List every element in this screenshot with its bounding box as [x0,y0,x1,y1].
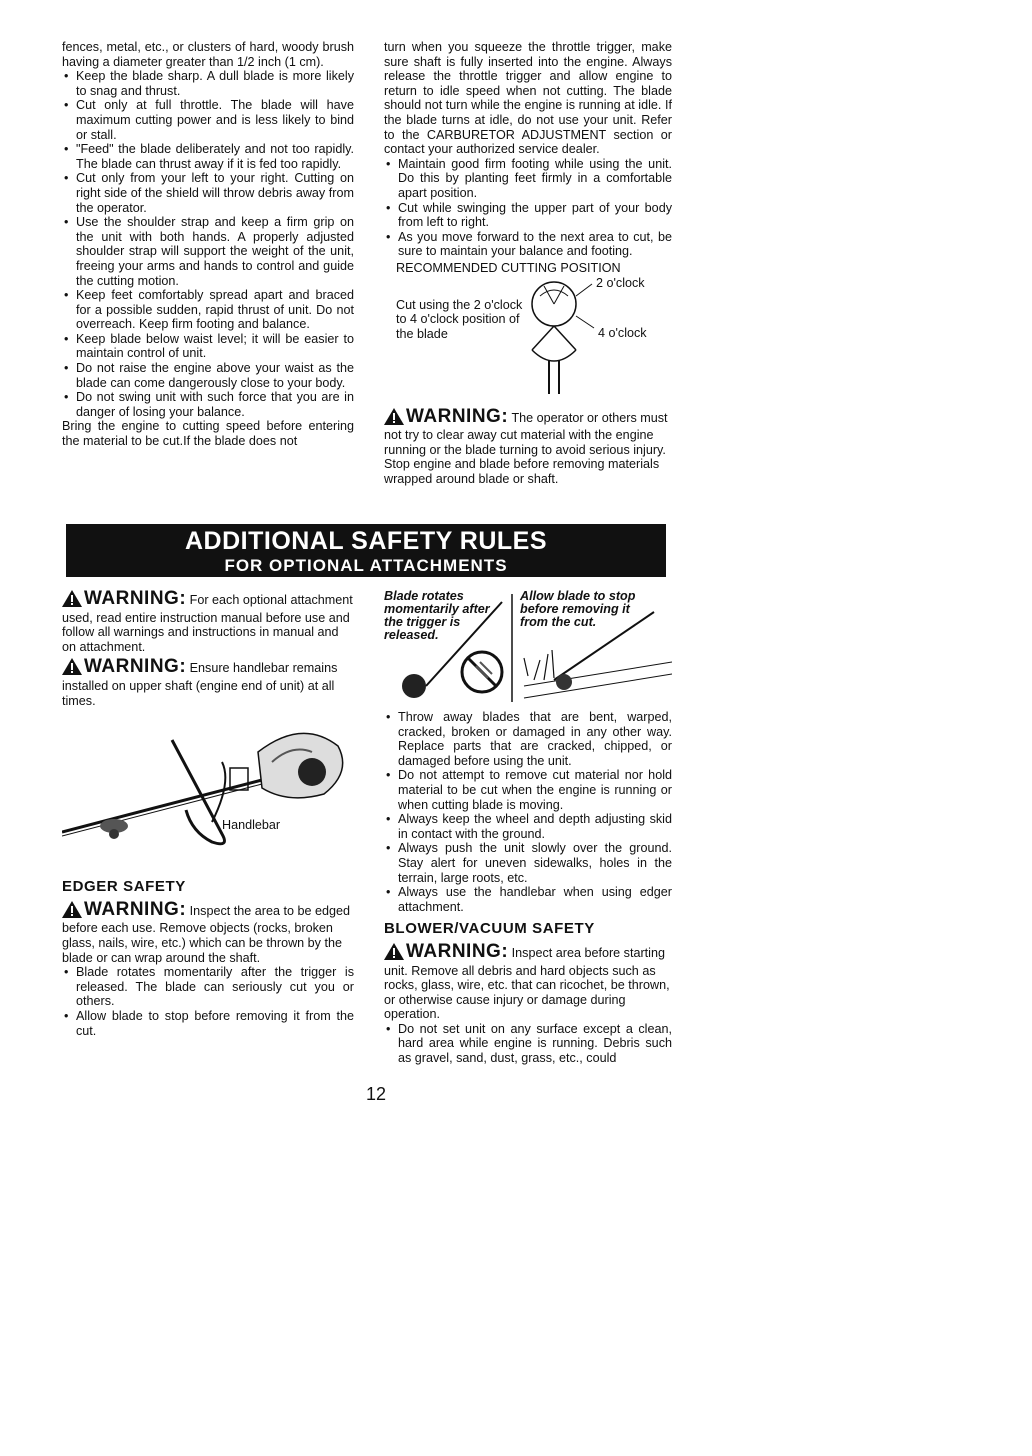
handlebar-figure [62,722,354,872]
trimmer-handlebar-illustration [62,722,354,872]
section-banner [66,524,666,577]
edger-safety-title: EDGER SAFETY [62,878,186,896]
warning-triangle-icon [62,658,82,679]
banner-title: ADDITIONAL SAFETY RULES [185,527,547,555]
warning-heading: WARNING: [84,588,187,609]
warning-triangle-icon [384,408,404,429]
warning-text: Ensure handlebar remains installed on upper shaft (engine end of unit) at all times. [62,661,338,708]
list-item: • Always use the handlebar when using edger attachment. [384,885,672,914]
warning-block [62,898,354,965]
list-item: • Do not swing unit with such force that you are in danger of losing your balance. [62,390,354,419]
list-item: • Always keep the wheel and depth adjusting skid in contact with the ground. [384,812,672,841]
warning-triangle-icon [62,901,82,922]
warning-text: Inspect area before starting unit. Remove all debris and hard objects such as rocks, glass, wire, etc. that can ricochet, be thrown, or otherwise cause injury or damage during operation. [384,945,670,1022]
list-item: • Throw away blades that are bent, warped, cracked, broken or damaged in any other way. Replace parts that are cracked, chipped, or damaged before using the unit. [384,710,672,768]
banner-subtitle: FOR OPTIONAL ATTACHMENTS [224,556,508,575]
handlebar-label: Handlebar [222,818,281,833]
caption-blade-rotates: Blade rotates momentarily after the trigger is released. [384,589,490,642]
intro-paragraph: turn when you squeeze the throttle trigger, make sure shaft is fully inserted into the engine. Always release the throttle trigger and allow engine to return to idle speed when not cutting. The blade should not turn while the engine is running at idle. If the blade turns at idle, do not use your unit. Refer to the CARBURETOR ADJUSTMENT section or contact your authorized service dealer. [384,40,672,157]
warning-triangle-icon [384,943,404,964]
list-item: • Do not attempt to remove cut material nor hold material to be cut when the engine is running or when cutting blade is moving. [384,768,672,812]
top-right-column [384,40,672,486]
top-left-column [62,40,354,449]
list-item: • Use the shoulder strap and keep a firm grip on the unit with both hands. A properly adjusted shoulder strap will support the weight of the unit, freeing your arms and hands to control and guide the cutting motion. [62,215,354,288]
list-item: • Always push the unit slowly over the ground. Stay alert for uneven sidewalks, holes in the terrain, large roots, etc. [384,841,672,885]
list-item: • Cut only from your left to your right. Cutting on right side of the shield will throw debris away from the operator. [62,171,354,215]
bullet-list [384,157,672,259]
list-item: • Cut while swinging the upper part of your body from left to right. [384,201,672,230]
list-item: • Cut only at full throttle. The blade will have maximum cutting power and is less likely to bind or stall. [62,98,354,142]
warning-heading: WARNING: [84,656,187,678]
bottom-left-column [62,590,354,1038]
label-2-oclock: 2 o'clock [596,275,645,290]
warning-text: The operator or others must not try to clear away cut material with the engine running or the blade turning to avoid serious injury. Stop engine and blade before removing materials wrapped around blade or shaft. [384,410,668,486]
page-number: 12 [366,1084,387,1104]
warning-triangle-icon [62,590,82,611]
list-item: • Keep the blade sharp. A dull blade is more likely to snag and thrust. [62,69,354,98]
bullet-list [62,965,354,1038]
warning-block [384,405,672,487]
bottom-right-column [384,590,672,1066]
intro-paragraph: fences, metal, etc., or clusters of hard, woody brush having a diameter greater than 1/2 inch (1 cm). [62,40,354,69]
list-item: • Blade rotates momentarily after the trigger is released. The blade can seriously cut you or others. [62,965,354,1009]
cutting-position-title: RECOMMENDED CUTTING POSITION [396,260,621,275]
list-item: • Do not raise the engine above your waist as the blade can come dangerously close to your body. [62,361,354,390]
list-item: • "Feed" the blade deliberately and not too rapidly. The blade can thrust away if it is fed too rapidly. [62,142,354,171]
warning-block [62,590,354,654]
blower-vacuum-safety-title: BLOWER/VACUUM SAFETY [384,920,595,938]
list-item: • Keep feet comfortably spread apart and braced for a possible sudden, rapid thrust of unit. Do not overreach. Keep firm footing and balance. [62,288,354,332]
cutting-position-figure [384,276,672,394]
warning-heading: WARNING: [406,405,509,427]
list-item: • Keep blade below waist level; it will be easier to maintain control of unit. [62,332,354,361]
warning-heading: WARNING: [84,898,187,920]
blade-safety-figure [384,590,672,710]
edger-blade-illustration [384,590,672,710]
warning-text: For each optional attachment used, read entire instruction manual before use and follow all warnings and instructions in manual and on attachment. [62,593,353,654]
warning-heading: WARNING: [406,940,509,962]
warning-block [62,658,354,708]
list-item: • Maintain good firm footing while using the unit. Do this by planting feet firmly in a comfortable apart position. [384,157,672,201]
bullet-list [384,710,672,914]
bullet-list [62,69,354,419]
label-4-oclock: 4 o'clock [598,325,647,340]
warning-text: Inspect the area to be edged before each use. Remove objects (rocks, broken glass, nails, wire, etc.) which can be thrown by the blade or can wrap around the shaft. [62,903,350,965]
bullet-list [384,1022,672,1066]
closing-paragraph: Bring the engine to cutting speed before entering the material to be cut.If the blade does not [62,419,354,449]
list-item: • Do not set unit on any surface except a clean, hard area while engine is running. Debris such as gravel, sand, dust, grass, etc., could [384,1022,672,1066]
cutting-position-text: Cut using the 2 o'clock to 4 o'clock position of the blade [396,297,523,341]
list-item: • As you move forward to the next area to cut, be sure to maintain your balance and footing. [384,230,672,259]
caption-allow-blade-stop: Allow blade to stop before removing it from the cut. [520,589,636,629]
warning-block [384,940,672,1022]
list-item: • Allow blade to stop before removing it from the cut. [62,1009,354,1038]
